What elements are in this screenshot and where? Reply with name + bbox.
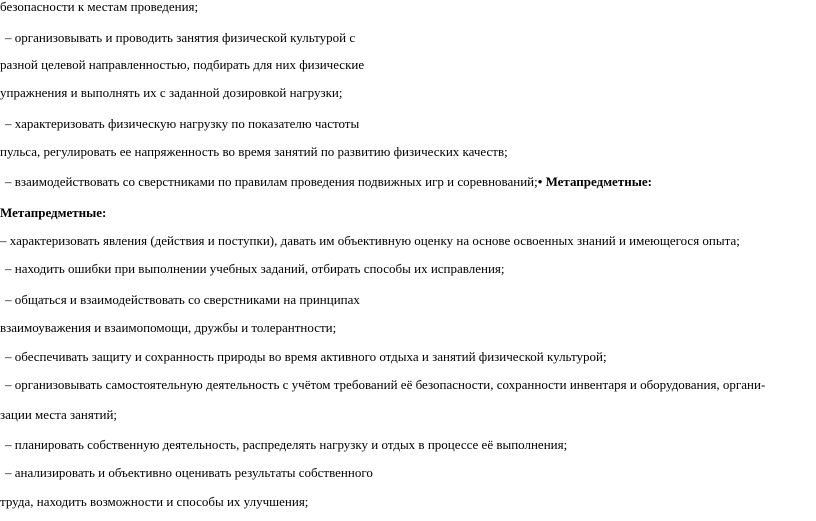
text-line-with-heading: [5, 174, 652, 190]
text-line: – планировать собственную деятельность, распределять нагрузку и отдых в процессе её выполнения;: [5, 437, 568, 452]
text-line: упражнения и выполнять их с заданной дозировкой нагрузки;: [0, 85, 343, 100]
text-segment: – взаимодействовать со сверстниками по правилам проведения подвижных игр и соревнований;: [5, 174, 538, 189]
section-heading-inline: Метапредметные:: [542, 174, 652, 189]
text-line: – общаться и взаимодействовать со сверстниками на принципах: [5, 292, 360, 307]
text-line: – характеризовать физическую нагрузку по показателю частоты: [5, 116, 360, 131]
text-line: – организовывать самостоятельную деятельность с учётом требований её безопасности, сохранности инвентаря и оборудования, органи-: [5, 377, 766, 392]
text-line: труда, находить возможности и способы их улучшения;: [0, 494, 309, 509]
section-heading: Метапредметные:: [0, 205, 107, 220]
text-line: – находить ошибки при выполнении учебных заданий, отбирать способы их исправления;: [5, 261, 505, 276]
text-line: разной целевой направленностью, подбирать для них физические: [0, 57, 365, 72]
bullet-glyph: •: [537, 174, 543, 189]
text-line: взаимоуважения и взаимопомощи, дружбы и толерантности;: [0, 320, 337, 335]
text-line: зации места занятий;: [0, 407, 118, 422]
text-line: – характеризовать явления (действия и поступки), давать им объективную оценку на основе освоенных знаний и имеющегося опыта;: [0, 233, 740, 248]
text-line: – обеспечивать защиту и сохранность природы во время активного отдыха и занятий физической культурой;: [5, 349, 607, 364]
text-line: – анализировать и объективно оценивать результаты собственного: [5, 465, 373, 480]
text-line: безопасности к местам проведения;: [0, 0, 199, 14]
text-line: – организовывать и проводить занятия физической культурой с: [5, 30, 356, 45]
text-line: пульса, регулировать ее напряженность во время занятий по развитию физических качеств;: [0, 144, 508, 159]
